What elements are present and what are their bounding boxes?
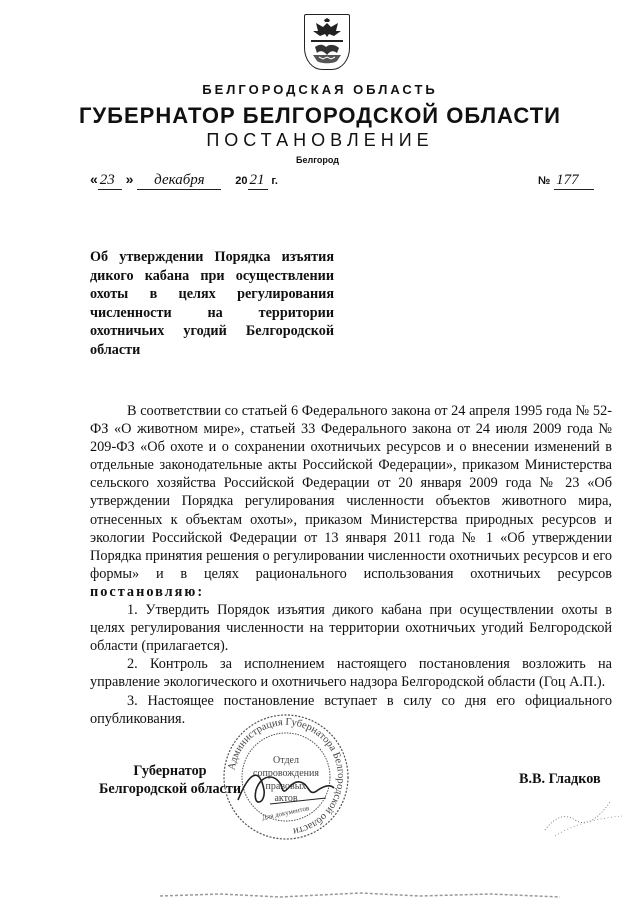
clause-3: 3. Настоящее постановление вступает в силу со дня его официального опубликования.: [90, 692, 612, 727]
stamp-line-1: Отдел: [273, 755, 299, 766]
date-day: 23: [98, 172, 122, 190]
decree-word: постановляю:: [90, 583, 205, 600]
number-label: №: [538, 175, 551, 187]
document-title: Об утверждении Порядка изъятия дикого кабана при осуществлении охоты в целях регулирования численности на территории охотничьих угодий Белгородской области: [90, 249, 334, 358]
scan-bottom-noise: [160, 888, 560, 902]
region-heading: БЕЛГОРОДСКАЯ ОБЛАСТЬ: [202, 82, 438, 97]
date-month: декабря: [137, 172, 221, 190]
document-number: [538, 171, 594, 190]
document-type-heading: ПОСТАНОВЛЕНИЕ: [206, 130, 434, 150]
coat-of-arms-emblem: [304, 14, 350, 70]
preamble-paragraph: [90, 402, 612, 601]
scan-noise-marks: [540, 790, 630, 840]
document-date: « 23 » декабря 20 21 г.: [90, 171, 278, 188]
city-label: Белгород: [296, 155, 339, 165]
stamp-line-4: актов: [274, 793, 298, 804]
eagle-lion-icon: [307, 17, 347, 67]
document-body: [90, 402, 612, 728]
signatory-position-line1: Губернатор: [133, 763, 207, 779]
date-year-prefix: 20: [235, 175, 248, 187]
signatory-name: В.В. Гладков: [519, 771, 601, 787]
number-value: 177: [554, 172, 594, 190]
date-year-suffix: 21: [248, 172, 268, 190]
stamp-line-2: сопровождения: [253, 768, 319, 779]
governor-heading: ГУБЕРНАТОР БЕЛГОРОДСКОЙ ОБЛАСТИ: [79, 103, 561, 128]
handwritten-signature: [230, 760, 340, 820]
stamp-bottom-text: Для документов: [261, 804, 310, 822]
date-year-unit: г.: [271, 175, 278, 187]
stamp-line-3: правовых: [265, 781, 307, 792]
clause-1: 1. Утвердить Порядок изъятия дикого кабана при осуществлении охоты в целях регулирования численности на территории охотничьих угодий Белгородской области (прилагается).: [90, 602, 612, 655]
clause-2: 2. Контроль за исполнением настоящего постановления возложить на управление экологического и охотничьего надзора Белгородской области (Гоц А.П.).: [90, 656, 612, 691]
stamp-ring-text: Администрация Губернатора Белгородской области: [226, 716, 347, 837]
preamble-text: В соответствии со статьей 6 Федерального закона от 24 апреля 1995 года № 52-ФЗ «О животном мире», статьей 33 Федерального закона от 24 июля 2009 года № 209-ФЗ «Об охоте и о сохранении охотничьих ресурсов и о внесении изменений в отдельные законодательные акты Российской Федерации», приказом Министерства сельского хозяйства Российской Федерации от 20 января 2009 года № 23 «Об утверждении Порядка регулирования численности объектов животного мира, отнесенных к объектам охоты», приказом Министерства природных ресурсов и экологии Российской Федерации от 13 января 2011 года № 1 «Об утверждении Порядка принятия решения о регулировании численности охотничьих ресурсов и его формы» и в целях рационального использования охотничьих ресурсов: [90, 403, 612, 582]
signatory-position-line2: Белгородской области: [99, 781, 241, 797]
